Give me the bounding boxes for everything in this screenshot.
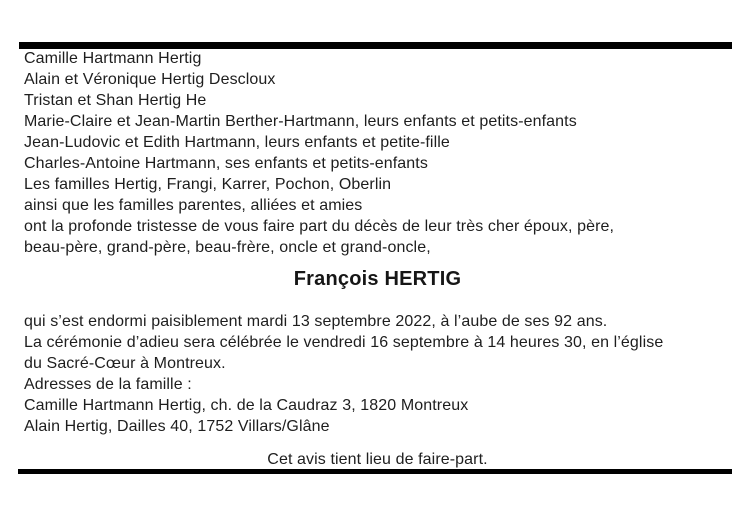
bottom-rule [18,469,732,474]
family-line: Tristan et Shan Hertig He [24,92,207,109]
deceased-name: François HERTIG [293,268,462,290]
address-line: Alain Hertig, Dailles 40, 1752 Villars/Glâne [24,418,330,435]
death-details-line: qui s’est endormi paisiblement mardi 13 septembre 2022, à l’aube de ses 92 ans. [24,313,608,330]
family-line: Charles-Antoine Hartmann, ses enfants et petits-enfants [24,155,428,172]
announcement-line: ont la profonde tristesse de vous faire part du décès de leur très cher époux, père, [24,218,615,235]
ceremony-details-block [24,311,737,437]
announcement-line: beau-père, grand-père, beau-frère, oncle et grand-oncle, [24,239,431,256]
family-line: Alain et Véronique Hertig Descloux [24,71,276,88]
family-line: Jean-Ludovic et Edith Hartmann, leurs enfants et petite-fille [24,134,450,151]
ceremony-line: du Sacré-Cœur à Montreux. [24,355,226,372]
family-line: Marie-Claire et Jean-Martin Berther-Hartmann, leurs enfants et petits-enfants [24,113,577,130]
closing-line: Cet avis tient lieu de faire-part. [267,451,488,468]
addresses-label: Adresses de la famille : [24,376,192,393]
address-line: Camille Hartmann Hertig, ch. de la Caudraz 3, 1820 Montreux [24,397,469,414]
family-names-block [24,48,737,258]
family-line: Les familles Hertig, Frangi, Karrer, Pochon, Oberlin [24,176,392,193]
family-line: Camille Hartmann Hertig [24,50,202,67]
family-line: ainsi que les familles parentes, alliées et amies [24,197,363,214]
ceremony-line: La cérémonie d’adieu sera célébrée le vendredi 16 septembre à 14 heures 30, en l’église [24,334,664,351]
